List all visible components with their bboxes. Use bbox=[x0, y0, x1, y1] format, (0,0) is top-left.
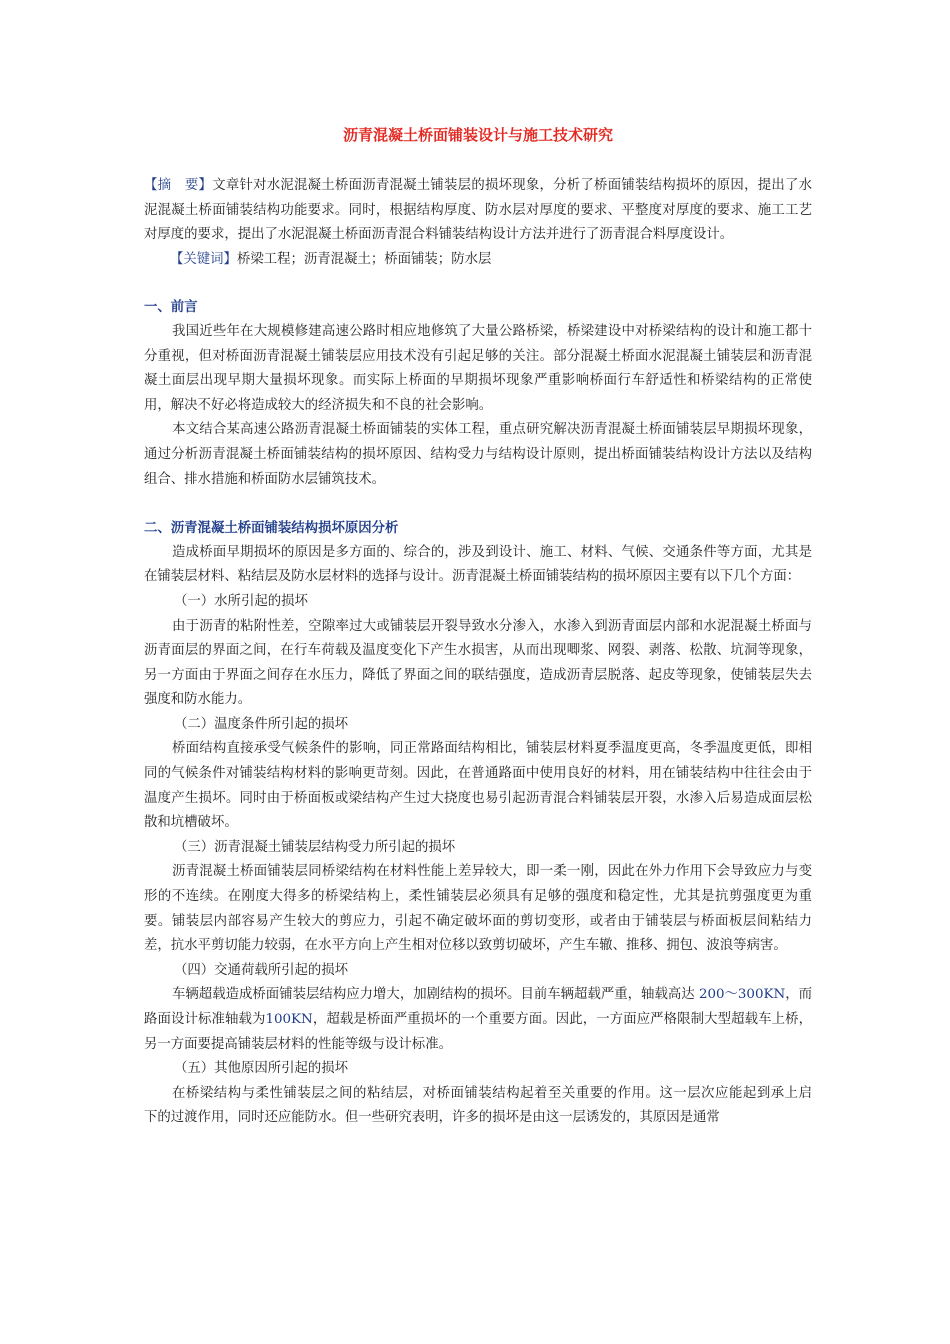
document-title: 沥青混凝土桥面铺装设计与施工技术研究 bbox=[342, 126, 613, 144]
paragraph bbox=[144, 983, 812, 1057]
paragraph: 沥青混凝土桥面铺装层同桥梁结构在材料性能上差异较大，即一柔一刚，因此在外力作用下会导致应力与变形的不连续。在刚度大得多的桥梁结构上，柔性铺装层必须具有足够的强度和稳定性，尤其是抗剪强度更为重要。铺装层内部容易产生较大的剪应力，引起不确定破坏面的剪切变形，或者由于铺装层与桥面板层间粘结力差，抗水平剪切能力较弱，在水平方向上产生相对位移以致剪切破坏，产生车辙、推移、拥包、波浪等病害。 bbox=[144, 864, 812, 954]
keywords-text: 桥梁工程；沥青混凝土；桥面铺装；防水层 bbox=[236, 251, 492, 267]
section-heading-intro: 一、前言 bbox=[144, 299, 198, 316]
paragraph: 本文结合某高速公路沥青混凝土桥面铺装的实体工程，重点研究解决沥青混凝土桥面铺装层早期损坏现象，通过分析沥青混凝土桥面铺装结构的损坏原因、结构受力与结构设计原则，提出桥面铺装结构设计方法以及结构组合、排水措施和桥面防水层铺筑技术。 bbox=[144, 422, 812, 487]
section-heading-damage-causes: 二、沥青混凝土桥面铺装结构损坏原因分析 bbox=[144, 520, 399, 537]
text-run: ，而路面设计标准轴载为 bbox=[144, 987, 813, 1027]
axle-load-range: 200～300KN bbox=[698, 987, 786, 1003]
paragraph: 我国近些年在大规模修建高速公路时相应地修筑了大量公路桥梁，桥梁建设中对桥梁结构的设计和施工都十分重视，但对桥面沥青混凝土铺装层应用技术没有引起足够的关注。部分混凝土桥面水泥混凝土铺装层和沥青混凝土面层出现早期大量损坏现象。而实际上桥面的早期损坏现象严重影响桥面行车舒适性和桥梁结构的正常使用，解决不好必将造成较大的经济损失和不良的社会影响。 bbox=[144, 323, 812, 413]
abstract-text: 文章针对水泥混凝土桥面沥青混凝土铺装层的损坏现象，分析了桥面铺装结构损坏的原因，提出了水泥混凝土桥面铺装结构功能要求。同时，根据结构厚度、防水层对厚度的要求、平整度对厚度的要求、施工工艺对厚度的要求，提出了水泥混凝土桥面沥青混合料铺装结构设计方法并进行了沥青混合料厚度设计。 bbox=[144, 178, 813, 243]
paragraph: 由于沥青的粘附性差，空隙率过大或铺装层开裂导致水分渗入，水渗入到沥青面层内部和水泥混凝土桥面与沥青面层的界面之间，在行车荷载及温度变化下产生水损害，从而出现唧浆、网裂、剥落、松散、坑洞等现象，另一方面由于界面之间存在水压力，降低了界面之间的联结强度，造成沥青层脱落、起皮等现象，使铺装层失去强度和防水能力。 bbox=[144, 618, 812, 708]
paragraph: 桥面结构直接承受气候条件的影响，同正常路面结构相比，铺装层材料夏季温度更高，冬季温度更低，即相同的气候条件对铺装结构材料的影响更苛刻。因此，在普通路面中使用良好的材料，用在铺装结构中往往会由于温度产生损坏。同时由于桥面板或梁结构产生过大挠度也易引起沥青混合料铺装层开裂，水渗入后易造成面层松散和坑槽破坏。 bbox=[144, 741, 812, 831]
subsection-heading: （三）沥青混凝土铺装层结构受力所引起的损坏 bbox=[174, 839, 456, 855]
keywords-paragraph bbox=[144, 248, 812, 273]
text-run: ，超载是桥面严重损坏的一个重要方面。因此，一方面应严格限制大型超载车上桥，另一方面要提高铺装层材料的性能等级与设计标准。 bbox=[144, 1012, 813, 1052]
subsection-heading: （五）其他原因所引起的损坏 bbox=[174, 1061, 349, 1077]
keywords-tag: 【关键词】 bbox=[170, 251, 237, 267]
subsection-heading: （二）温度条件所引起的损坏 bbox=[174, 716, 349, 732]
paragraph: 造成桥面早期损坏的原因是多方面的、综合的，涉及到设计、施工、材料、气候、交通条件等方面，尤其是在铺装层材料、粘结层及防水层材料的选择与设计。沥青混凝土桥面铺装结构的损坏原因主要有以下几个方面： bbox=[144, 544, 812, 585]
standard-axle-load: 100KN bbox=[265, 1012, 313, 1027]
paragraph: 在桥梁结构与柔性铺装层之间的粘结层，对桥面铺装结构起着至关重要的作用。这一层次应能起到承上启 下的过渡作用，同时还应能防水。但一些研究表明，许多的损坏是由这一层诱发的，其原因是通常 bbox=[144, 1085, 826, 1126]
abstract-paragraph bbox=[144, 174, 812, 248]
text-run: 车辆超载造成桥面铺装层结构应力增大，加剧结构的损坏。目前车辆超载严重，轴载高达 bbox=[172, 987, 699, 1003]
subsection-heading: （四）交通荷载所引起的损坏 bbox=[174, 962, 349, 978]
subsection-heading: （一）水所引起的损坏 bbox=[174, 593, 308, 609]
abstract-tag: 【摘 要】 bbox=[144, 178, 213, 193]
